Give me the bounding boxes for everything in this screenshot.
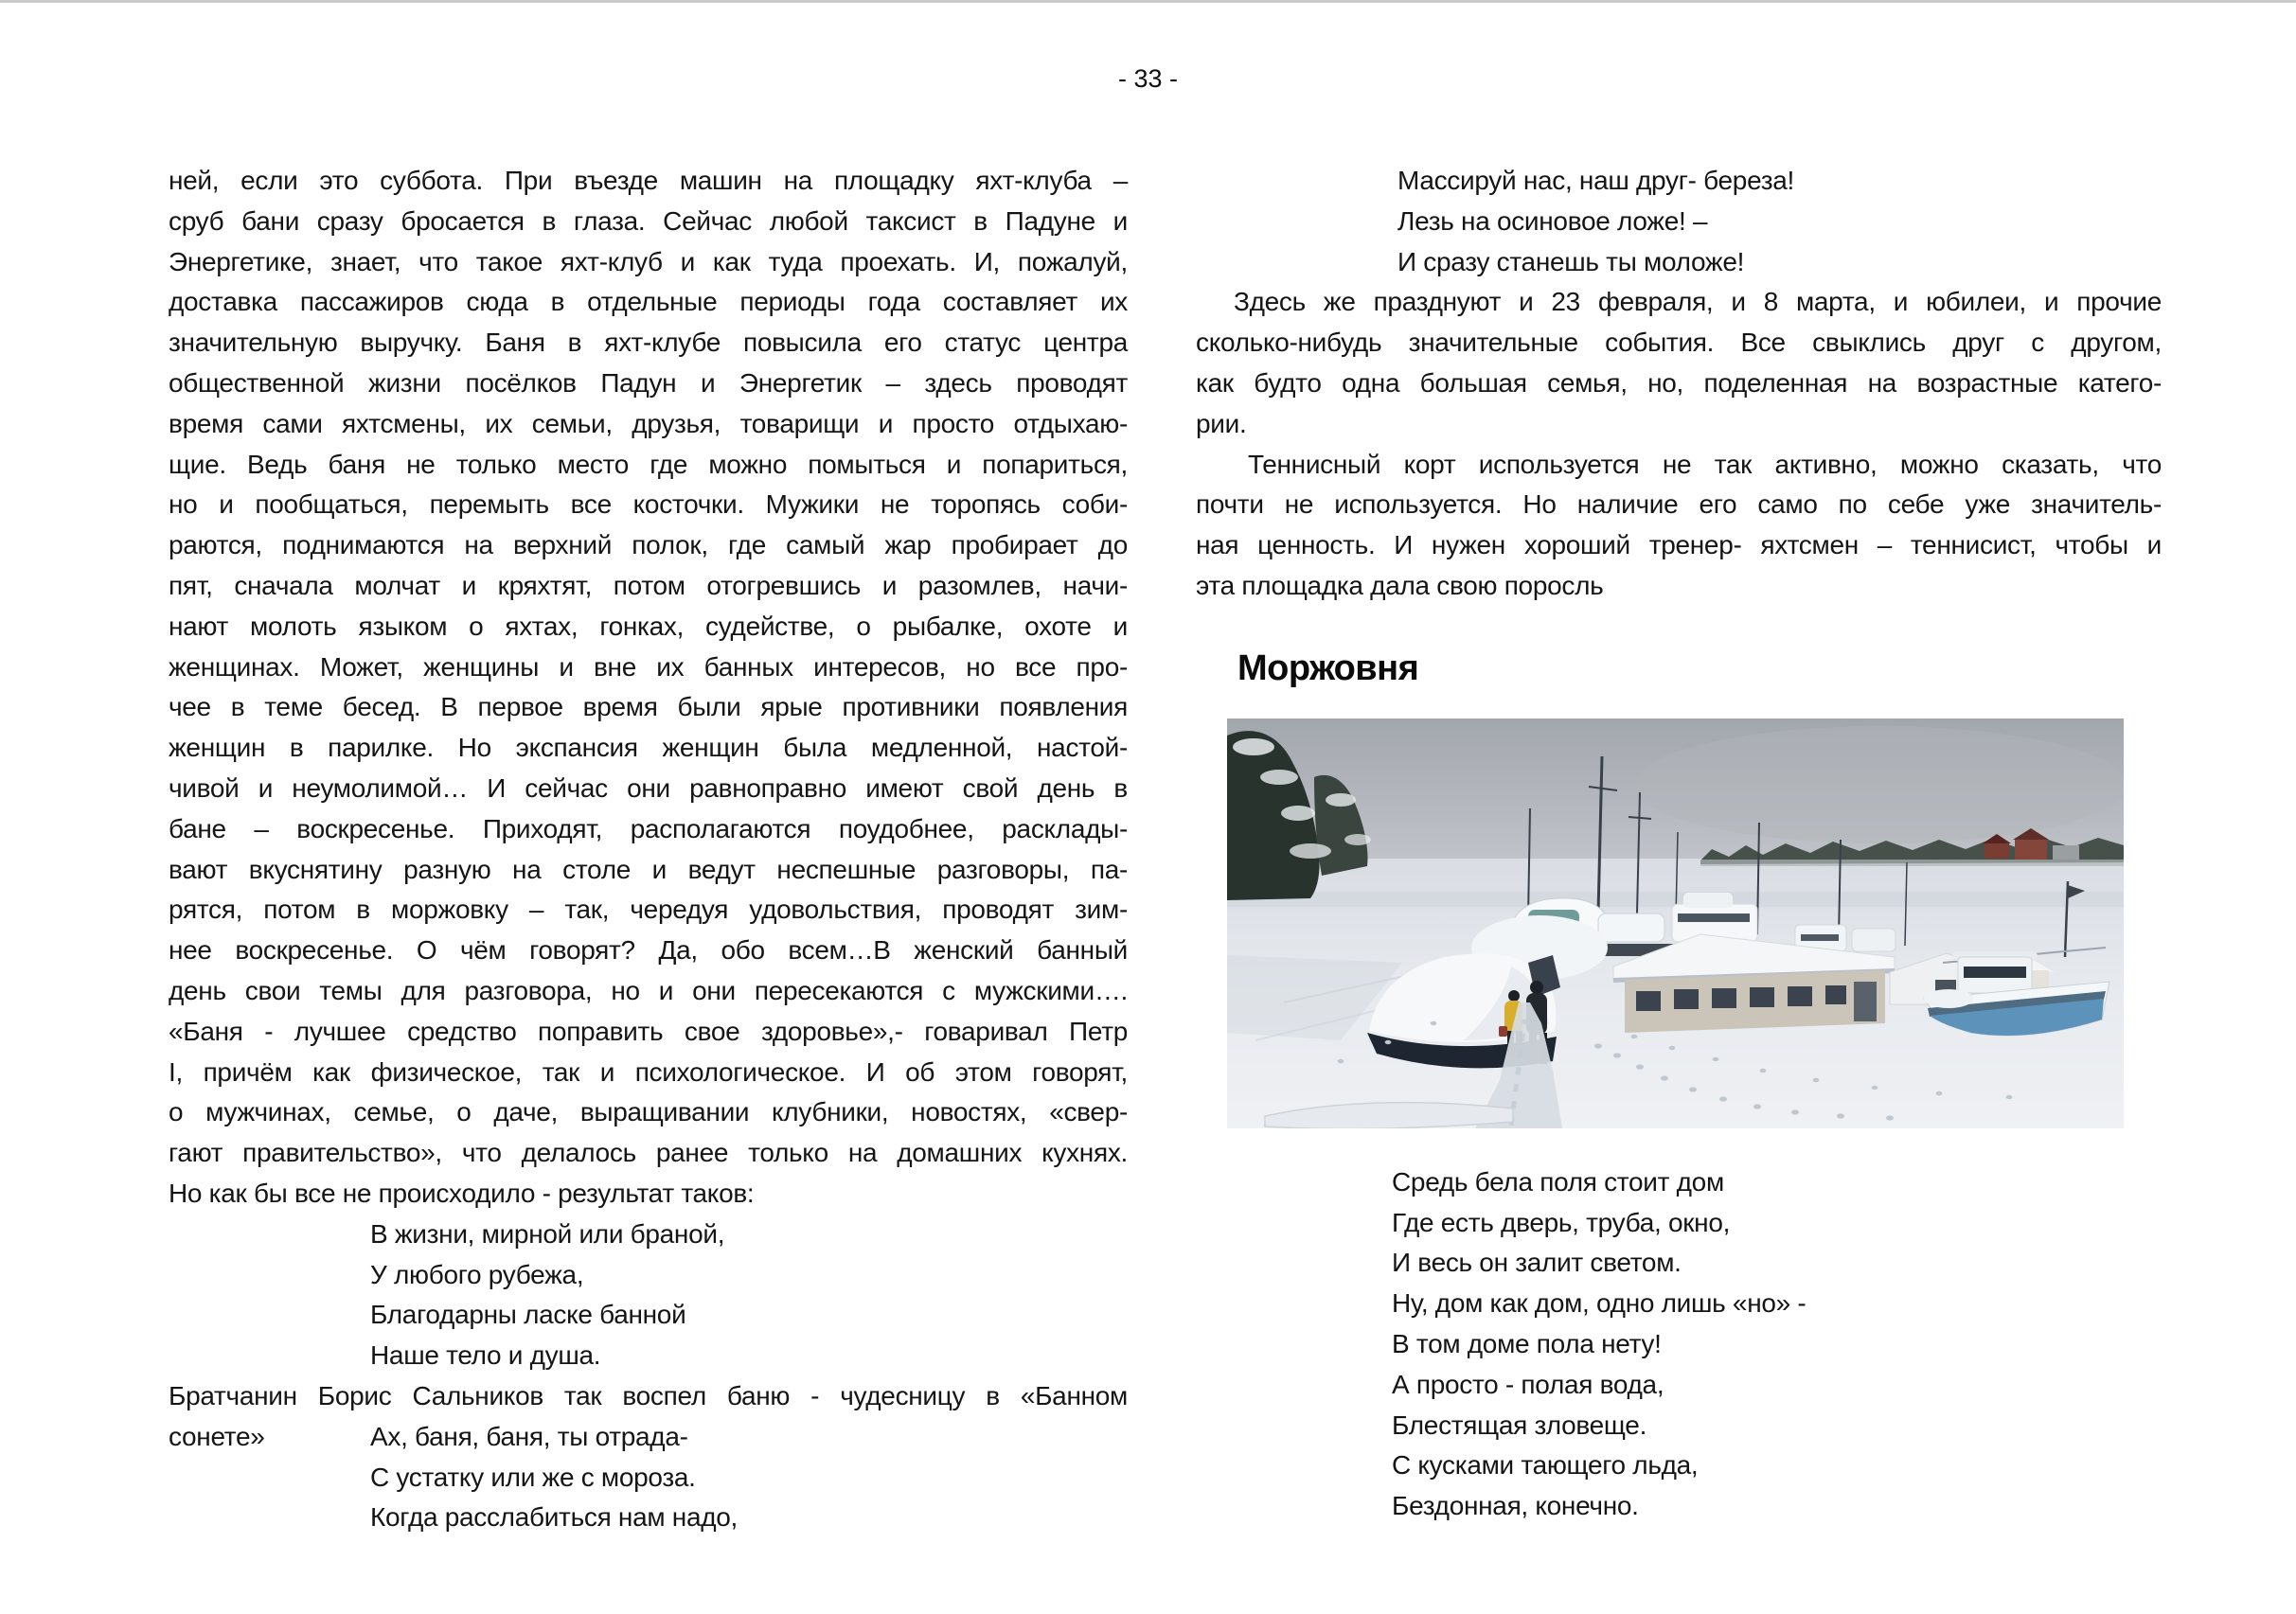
text-line: С кусками тающего льда, [1392, 1450, 1699, 1481]
text-line: Здесь же празднуют и 23 февраля, и 8 марта, и юбилеи, и прочие [1234, 287, 2162, 317]
text-line: пят, сначала молчат и кряхтят, потом отогревшись и разомлев, начи- [169, 570, 1128, 600]
text-line: раются, поднимаются на верхний полок, где самый жар пробирает до [169, 530, 1128, 560]
text-line: время сами яхтсмены, их семьи, друзья, товарищи и просто отдыхаю- [169, 408, 1128, 438]
poem-morzhovnya [1196, 1162, 2162, 1527]
text-line: гают правительство», что делалось ранее только на домашних кухнях. [169, 1138, 1128, 1168]
text-line: Но как бы все не происходило - результат таков: [169, 1178, 755, 1208]
text-line: Теннисный корт используется не так активно, можно сказать, что [1248, 449, 2162, 479]
text-line: В том доме пола нету! [1392, 1328, 1662, 1358]
text-line: И весь он залит светом. [1392, 1248, 1682, 1278]
text-line: Благодарны ласке банной [370, 1300, 686, 1330]
text-line: бане – воскресенье. Приходят, располагаются поудобнее, расклады- [169, 813, 1128, 843]
right-column-text [1196, 161, 2162, 607]
text-line: ней, если это суббота. При въезде машин на площадку яхт-клуба – [169, 166, 1128, 195]
text-line: женщинах. Может, женщины и вне их банных интересов, но все про- [169, 651, 1128, 682]
text-line: В жизни, мирной или браной, [370, 1218, 725, 1249]
winter-marina-photo-image [1227, 718, 2124, 1128]
text-line: I, причём как физическое, так и психологическое. И об этом говорят, [169, 1056, 1128, 1087]
left-column [169, 161, 1128, 1538]
text-line: «Баня - лучшее средство поправить свое здоровье»,- говаривал Петр [169, 1016, 1128, 1046]
text-line: доставка пассажиров сюда в отдельные периоды года составляет их [169, 287, 1128, 317]
text-line: чивой и неумолимой… И сейчас они равноправно имеют свой день в [169, 772, 1128, 803]
text-line: рии. [1196, 408, 1247, 438]
text-line: почти не используется. Но наличие его само по себе уже значитель- [1196, 489, 2162, 520]
page-top-border [0, 0, 2296, 3]
text-line: Лезь на осиновое ложе! – [1397, 205, 1708, 236]
right-column [1196, 161, 2162, 1527]
text-line: А просто - полая вода, [1392, 1369, 1664, 1399]
text-line: щие. Ведь баня не только место где можно помыться и попариться, [169, 449, 1128, 479]
text-line: Братчанин Борис Сальников так воспел баню - чудесницу в «Банном [169, 1380, 1128, 1410]
text-line: общественной жизни посёлков Падун и Энергетик – здесь проводят [169, 367, 1128, 398]
section-heading-morzhovnya: Моржовня [1237, 647, 1419, 688]
text-line: нают молоть языком о яхтах, гонках, судействе, о рыбалке, охоте и [169, 611, 1128, 641]
text-line: чее в теме бесед. В первое время были ярые противники появления [169, 692, 1128, 722]
text-line: Блестящая зловеще. [1392, 1410, 1647, 1440]
text-line-label: сонете» [169, 1421, 265, 1451]
text-line: Средь бела поля стоит дом [1392, 1166, 1724, 1197]
text-line [169, 1417, 1128, 1458]
text-line: рятся, потом в моржовку – так, чередуя удовольствия, проводят зим- [169, 895, 1128, 925]
text-line: Массируй нас, наш друг- береза! [1397, 166, 1795, 195]
text-line: значительную выручку. Баня в яхт-клубе повысила его статус центра [169, 328, 1128, 358]
text-line: женщин в парилке. Но экспансия женщин была медленной, настой- [169, 733, 1128, 763]
text-line: но и пообщаться, перемыть все косточки. Мужики не торопясь соби- [169, 489, 1128, 520]
text-line: Где есть дверь, труба, окно, [1392, 1207, 1731, 1237]
text-line: день свои темы для разговора, но и они пересекаются с мужскими…. [169, 975, 1128, 1005]
text-line: сруб бани сразу бросается в глаза. Сейчас любой таксист в Падуне и [169, 205, 1128, 236]
text-line: ная ценность. И нужен хороший тренер- яхтсмен – теннисист, чтобы и [1196, 530, 2162, 560]
text-line: как будто одна большая семья, но, поделенная на возрастные катего- [1196, 367, 2162, 398]
text-line: эта площадка дала свою поросль [1196, 570, 1604, 600]
text-line: С устатку или же с мороза. [370, 1462, 696, 1492]
text-line: нее воскресенье. О чём говорят? Да, обо всем…В женский банный [169, 935, 1128, 966]
text-line: сколько-нибудь значительные события. Все свыклись друг с другом, [1196, 328, 2162, 358]
text-line: Когда расслабиться нам надо, [370, 1502, 739, 1533]
text-line: Ну, дом как дом, одно лишь «но» - [1392, 1288, 1807, 1319]
text-line: Энергетике, знает, что такое яхт-клуб и как туда проехать. И, пожалуй, [169, 246, 1128, 276]
text-line-continuation: Ах, баня, баня, ты отрада- [370, 1421, 688, 1451]
text-line: У любого рубежа, [370, 1259, 584, 1289]
text-line: И сразу станешь ты моложе! [1397, 246, 1745, 276]
winter-marina-photo [1227, 718, 2124, 1128]
text-line: о мужчинах, семье, о даче, выращивании клубники, новостях, «свер- [169, 1097, 1128, 1127]
text-line: Наше тело и душа. [370, 1340, 601, 1371]
page-number: - 33 - [1117, 64, 1179, 93]
text-line: Бездонная, конечно. [1392, 1491, 1639, 1521]
text-line: вают вкуснятину разную на столе и ведут неспешные разговоры, па- [169, 854, 1128, 884]
